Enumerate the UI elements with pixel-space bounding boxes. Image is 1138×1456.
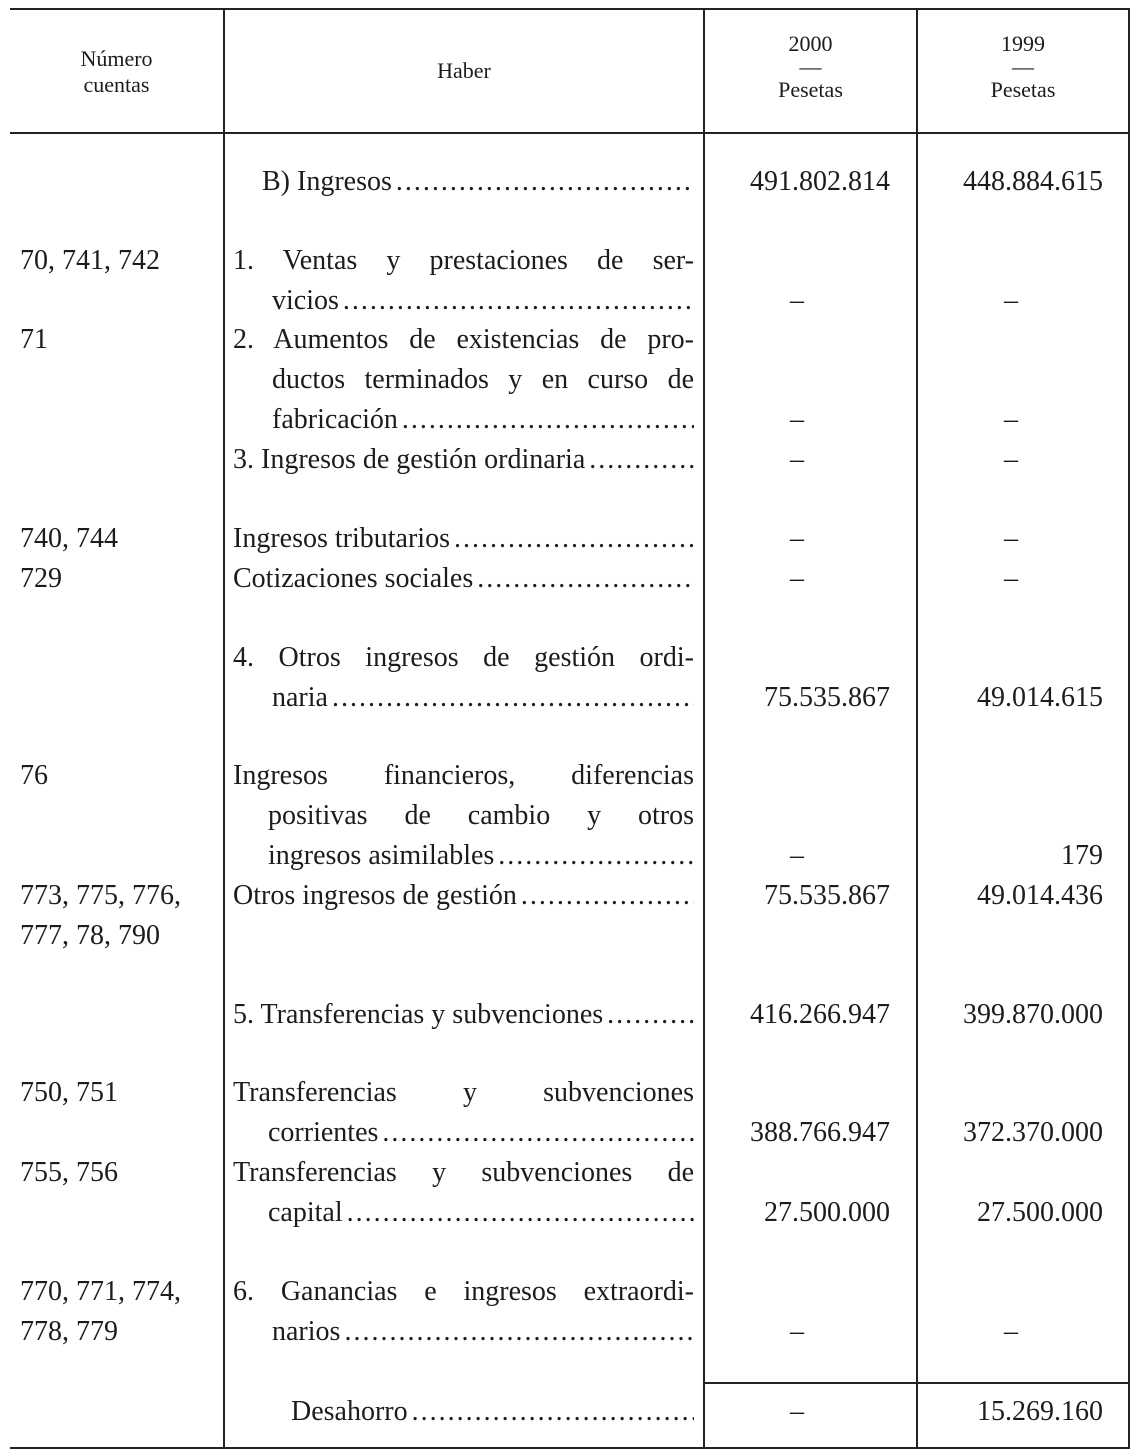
- value-1999: 27.500.000: [977, 1197, 1103, 1228]
- value-1999: 448.884.615: [963, 166, 1103, 197]
- row-aumentos-label: [272, 400, 694, 440]
- row-ventas-label: [272, 281, 694, 321]
- value-1999: 49.014.615: [977, 682, 1103, 713]
- label-text: Desahorro: [291, 1396, 408, 1427]
- header-accounts: [10, 46, 223, 98]
- value-1999: 15.269.160: [977, 1396, 1103, 1427]
- label-text: Ingresos tributarios: [233, 523, 450, 554]
- header-1999-unit: Pesetas: [990, 77, 1056, 102]
- account-numbers: 740, 744: [20, 523, 118, 554]
- value-1999: –: [1004, 285, 1018, 316]
- value-1999: –: [1004, 523, 1018, 554]
- row-gestion-label: [233, 440, 694, 480]
- value-2000: –: [790, 404, 804, 435]
- value-1999: 372.370.000: [963, 1117, 1103, 1148]
- label-text: 5. Transferencias y subvenciones: [233, 999, 604, 1030]
- label-text: Otros ingresos de gestión: [233, 880, 517, 911]
- header-2000-unit: Pesetas: [778, 77, 843, 102]
- account-numbers: 729: [20, 563, 62, 594]
- header-2000-year: 2000: [788, 31, 833, 56]
- header-bottom-rule: [10, 132, 1130, 134]
- label-text: naria: [272, 682, 328, 713]
- row-label-line: positivas de cambio y otros: [268, 800, 694, 831]
- header-2000-dash: —: [799, 54, 822, 79]
- label-text: ingresos asimilables: [268, 840, 495, 871]
- column-divider-3: [916, 8, 918, 1449]
- value-2000: 27.500.000: [764, 1197, 890, 1228]
- header-1999-dash: —: [1012, 54, 1034, 79]
- label-text: Cotizaciones sociales: [233, 563, 474, 594]
- value-2000: –: [790, 840, 804, 871]
- label-text: 3. Ingresos de gestión ordinaria: [233, 444, 586, 475]
- value-1999: 399.870.000: [963, 999, 1103, 1030]
- value-1999: 179: [1061, 840, 1103, 871]
- value-2000: –: [790, 1396, 804, 1427]
- row-label-line: 2. Aumentos de existencias de pro-: [233, 324, 694, 355]
- table-top-rule: [10, 8, 1130, 10]
- header-accounts-line1: Número: [80, 46, 153, 71]
- table-right-border: [1128, 8, 1130, 1449]
- header-accounts-line2: cuentas: [83, 72, 150, 97]
- value-2000: –: [790, 285, 804, 316]
- value-1999: –: [1004, 1316, 1018, 1347]
- header-haber-label: Haber: [437, 58, 491, 83]
- column-divider-2: [703, 8, 705, 1449]
- account-numbers: 773, 775, 776,: [20, 880, 181, 911]
- value-2000: –: [790, 444, 804, 475]
- row-transferencias-label: [233, 995, 694, 1035]
- table-bottom-rule: [10, 1447, 1130, 1449]
- account-numbers: 755, 756: [20, 1157, 118, 1188]
- account-numbers: 76: [20, 760, 48, 791]
- row-tributarios-label: [233, 519, 694, 559]
- row-otros-gestion-label: [233, 876, 694, 916]
- account-numbers: 777, 78, 790: [20, 920, 160, 951]
- column-divider-1: [223, 8, 225, 1449]
- value-1999: –: [1004, 404, 1018, 435]
- value-2000: 491.802.814: [750, 166, 890, 197]
- row-label-line: 1. Ventas y prestaciones de ser-: [233, 245, 694, 276]
- row-label-line: 6. Ganancias e ingresos extraordi-: [233, 1276, 694, 1307]
- header-1999: [918, 31, 1128, 103]
- value-2000: 75.535.867: [764, 880, 890, 911]
- label-text: corrientes: [268, 1117, 379, 1148]
- value-2000: –: [790, 563, 804, 594]
- label-text: vicios: [272, 285, 339, 316]
- row-capital-label: [268, 1193, 694, 1233]
- row-desahorro-label: [291, 1392, 694, 1432]
- row-corrientes-label: [268, 1113, 694, 1153]
- row-ingresos-label: [262, 162, 694, 202]
- value-1999: –: [1004, 444, 1018, 475]
- value-1999: 49.014.436: [977, 880, 1103, 911]
- row-ganancias-label: [272, 1312, 694, 1352]
- header-2000: [705, 31, 916, 103]
- value-1999: –: [1004, 563, 1018, 594]
- row-label-line: Transferencias y subvenciones: [233, 1077, 694, 1108]
- row-cotizaciones-label: [233, 559, 694, 599]
- account-numbers: 71: [20, 324, 48, 355]
- header-haber: [225, 58, 703, 84]
- value-2000: 388.766.947: [750, 1117, 890, 1148]
- label-text: fabricación: [272, 404, 398, 435]
- label-text: narios: [272, 1316, 341, 1347]
- value-2000: 416.266.947: [750, 999, 890, 1030]
- value-2000: –: [790, 523, 804, 554]
- label-text: capital: [268, 1197, 343, 1228]
- account-numbers: 750, 751: [20, 1077, 118, 1108]
- row-financieros-label: [268, 836, 694, 876]
- label-text: B) Ingresos: [262, 166, 392, 197]
- value-2000: 75.535.867: [764, 682, 890, 713]
- account-numbers: 70, 741, 742: [20, 245, 160, 276]
- header-1999-year: 1999: [1001, 31, 1045, 56]
- row-label-line: ductos terminados y en curso de: [272, 364, 694, 395]
- row-label-line: Ingresos financieros, diferencias: [233, 760, 694, 791]
- row-label-line: 4. Otros ingresos de gestión ordi-: [233, 642, 694, 673]
- row-label-line: Transferencias y subvenciones de: [233, 1157, 694, 1188]
- account-numbers: 770, 771, 774,: [20, 1276, 181, 1307]
- row-otros-label: [272, 678, 694, 718]
- account-numbers: 778, 779: [20, 1316, 118, 1347]
- value-2000: –: [790, 1316, 804, 1347]
